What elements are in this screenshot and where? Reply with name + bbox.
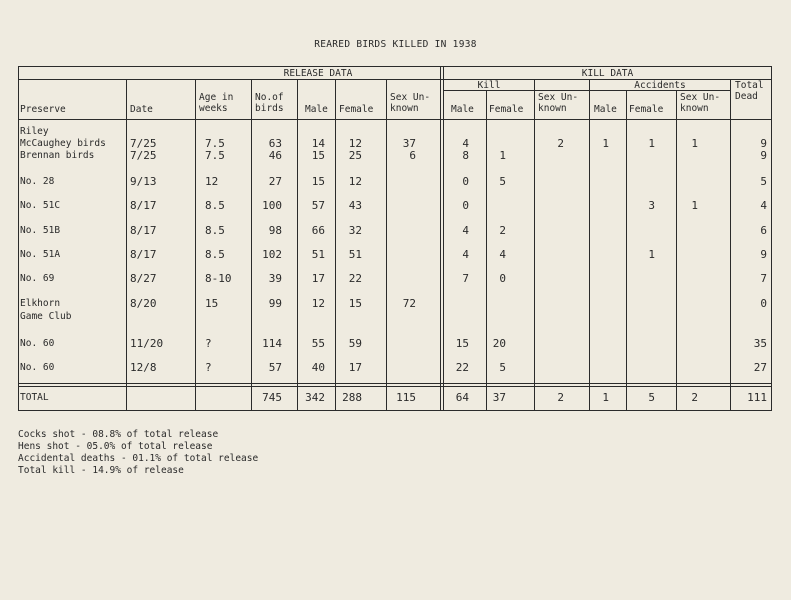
table-cell-km: 64	[455, 391, 469, 404]
col-acc-unk-l2: known	[680, 103, 709, 114]
table-cell-af: 1	[648, 137, 655, 150]
table-cell-male: 55	[311, 337, 325, 350]
footnote-accidental: Accidental deaths - 01.1% of total release	[18, 453, 259, 464]
table-cell-male: 17	[311, 272, 325, 285]
table-cell-male: 57	[311, 199, 325, 212]
table-cell-preserve: McCaughey birds	[20, 138, 106, 149]
table-cell-date: 8/20	[130, 297, 157, 310]
table-cell-birds: 57	[268, 361, 282, 374]
table-cell-km: 15	[455, 337, 469, 350]
table-cell-date: 8/17	[130, 248, 157, 261]
table-cell-km: 0	[462, 175, 469, 188]
table-cell-birds: 102	[262, 248, 282, 261]
table-cell-af: 3	[648, 199, 655, 212]
table-cell-date: 7/25	[130, 149, 157, 162]
table-cell-km: 7	[462, 272, 469, 285]
kill-subheader: Kill	[477, 80, 501, 91]
table-cell-af: 5	[648, 391, 655, 404]
table-cell-age: 8.5	[205, 248, 225, 261]
footnote-cocks: Cocks shot - 08.8% of total release	[18, 429, 219, 440]
table-cell-preserve: Game Club	[20, 311, 72, 322]
table-cell-kf: 1	[499, 149, 506, 162]
table-cell-age: 7.5	[205, 149, 225, 162]
col-dead-l2: Dead	[735, 91, 758, 102]
table-cell-female: 12	[348, 137, 362, 150]
table-cell-female: 17	[348, 361, 362, 374]
table-cell-preserve: No. 28	[20, 176, 55, 187]
table-cell-age: ?	[205, 337, 212, 350]
table-cell-dead: 5	[760, 175, 767, 188]
table-cell-female: 32	[348, 224, 362, 237]
table-cell-birds: 27	[268, 175, 282, 188]
footnote-total-kill: Total kill - 14.9% of release	[18, 465, 184, 476]
table-cell-age: 8.5	[205, 224, 225, 237]
table-cell-female: 22	[348, 272, 362, 285]
col-date: Date	[130, 104, 153, 115]
table-cell-birds: 114	[262, 337, 282, 350]
table-cell-kf: 20	[492, 337, 506, 350]
table-cell-unk: 72	[402, 297, 416, 310]
col-preserve: Preserve	[20, 104, 66, 115]
table-cell-birds: 39	[268, 272, 282, 285]
table-cell-female: 288	[342, 391, 362, 404]
table-cell-age: 15	[205, 297, 219, 310]
table-cell-kf: 5	[499, 361, 506, 374]
table-cell-dead: 111	[747, 391, 767, 404]
table-cell-dead: 27	[753, 361, 767, 374]
table-cell-kf: 0	[499, 272, 506, 285]
table-cell-unk: 115	[396, 391, 416, 404]
col-kill-unk-l1: Sex Un-	[538, 92, 579, 103]
table-cell-am: 1	[602, 391, 609, 404]
table-cell-date: 11/20	[130, 337, 164, 350]
table-cell-dead: 7	[760, 272, 767, 285]
table-cell-birds: 63	[268, 137, 282, 150]
table-cell-date: 8/17	[130, 199, 157, 212]
col-birds-l2: birds	[255, 103, 284, 114]
table-cell-au: 2	[691, 391, 698, 404]
table-cell-kf: 4	[499, 248, 506, 261]
table-cell-preserve: No. 51A	[20, 249, 61, 260]
table-cell-preserve: Elkhorn	[20, 298, 61, 309]
table-cell-unk: 6	[409, 149, 416, 162]
kill-data-header: KILL DATA	[581, 68, 634, 79]
table-cell-ku: 2	[557, 391, 564, 404]
table-cell-kf: 5	[499, 175, 506, 188]
table-cell-female: 51	[348, 248, 362, 261]
col-acc-male: Male	[594, 104, 617, 115]
table-cell-male: 40	[311, 361, 325, 374]
table-cell-au: 1	[691, 199, 698, 212]
table-cell-age: 8-10	[205, 272, 232, 285]
page-title: REARED BIRDS KILLED IN 1938	[314, 39, 477, 50]
table-cell-age: 12	[205, 175, 219, 188]
col-acc-female: Female	[629, 104, 664, 115]
table-cell-preserve: No. 51B	[20, 225, 61, 236]
table-cell-km: 8	[462, 149, 469, 162]
table-cell-date: 8/27	[130, 272, 157, 285]
col-dead-l1: Total	[735, 80, 764, 91]
table-cell-preserve: Brennan birds	[20, 150, 95, 161]
table-cell-date: 9/13	[130, 175, 157, 188]
table-cell-km: 22	[455, 361, 469, 374]
table-cell-dead: 0	[760, 297, 767, 310]
table-cell-preserve: No. 69	[20, 273, 55, 284]
table-border	[19, 67, 772, 411]
release-data-header: RELEASE DATA	[283, 68, 353, 79]
table-cell-km: 4	[462, 224, 469, 237]
table-cell-preserve: Riley	[20, 126, 49, 137]
table-cell-km: 4	[462, 137, 469, 150]
table-cell-birds: 98	[268, 224, 282, 237]
table-cell-birds: 46	[268, 149, 282, 162]
table-cell-birds: 100	[262, 199, 282, 212]
table-cell-female: 43	[348, 199, 362, 212]
table-cell-kf: 2	[499, 224, 506, 237]
table-cell-birds: 99	[268, 297, 282, 310]
table-cell-date: 8/17	[130, 224, 157, 237]
table-cell-female: 12	[348, 175, 362, 188]
col-birds-l1: No.of	[255, 92, 284, 103]
accidents-subheader: Accidents	[634, 80, 686, 91]
table-cell-male: 342	[305, 391, 325, 404]
table-cell-date: 7/25	[130, 137, 157, 150]
table-cell-age: ?	[205, 361, 212, 374]
table-cell-am: 1	[602, 137, 609, 150]
table-cell-preserve: No. 60	[20, 362, 55, 373]
table-cell-dead: 4	[760, 199, 767, 212]
col-unk-l1: Sex Un-	[390, 92, 431, 103]
table-cell-dead: 9	[760, 149, 767, 162]
col-kill-unk-l2: known	[538, 103, 567, 114]
table-cell-male: 14	[311, 137, 325, 150]
table-cell-dead: 6	[760, 224, 767, 237]
table-cell-af: 1	[648, 248, 655, 261]
col-kill-female: Female	[489, 104, 524, 115]
table-cell-male: 12	[311, 297, 325, 310]
table-cell-au: 1	[691, 137, 698, 150]
table-cell-dead: 9	[760, 137, 767, 150]
table-cell-age: 7.5	[205, 137, 225, 150]
table-cell-dead: 35	[753, 337, 767, 350]
col-unk-l2: known	[390, 103, 419, 114]
table-cell-birds: 745	[262, 391, 282, 404]
col-male: Male	[305, 104, 328, 115]
table-cell-km: 4	[462, 248, 469, 261]
table-cell-male: 66	[311, 224, 325, 237]
table-cell-male: 51	[311, 248, 325, 261]
table-cell-male: 15	[311, 175, 325, 188]
table-cell-km: 0	[462, 199, 469, 212]
table-cell-unk: 37	[402, 137, 416, 150]
table-cell-preserve: No. 60	[20, 338, 55, 349]
col-age-l1: Age in	[199, 92, 234, 103]
col-kill-male: Male	[451, 104, 474, 115]
table-cell-date: 12/8	[130, 361, 157, 374]
table-cell-preserve: TOTAL	[20, 392, 49, 403]
table-cell-female: 59	[348, 337, 362, 350]
table-cell-male: 15	[311, 149, 325, 162]
footnote-hens: Hens shot - 05.0% of total release	[18, 441, 213, 452]
table-cell-kf: 37	[492, 391, 506, 404]
table-cell-dead: 9	[760, 248, 767, 261]
table-cell-ku: 2	[557, 137, 564, 150]
col-acc-unk-l1: Sex Un-	[680, 92, 721, 103]
table-cell-female: 15	[348, 297, 362, 310]
col-age-l2: weeks	[199, 103, 228, 114]
table-cell-female: 25	[348, 149, 362, 162]
col-female: Female	[339, 104, 374, 115]
table-cell-age: 8.5	[205, 199, 225, 212]
table-cell-preserve: No. 51C	[20, 200, 61, 211]
